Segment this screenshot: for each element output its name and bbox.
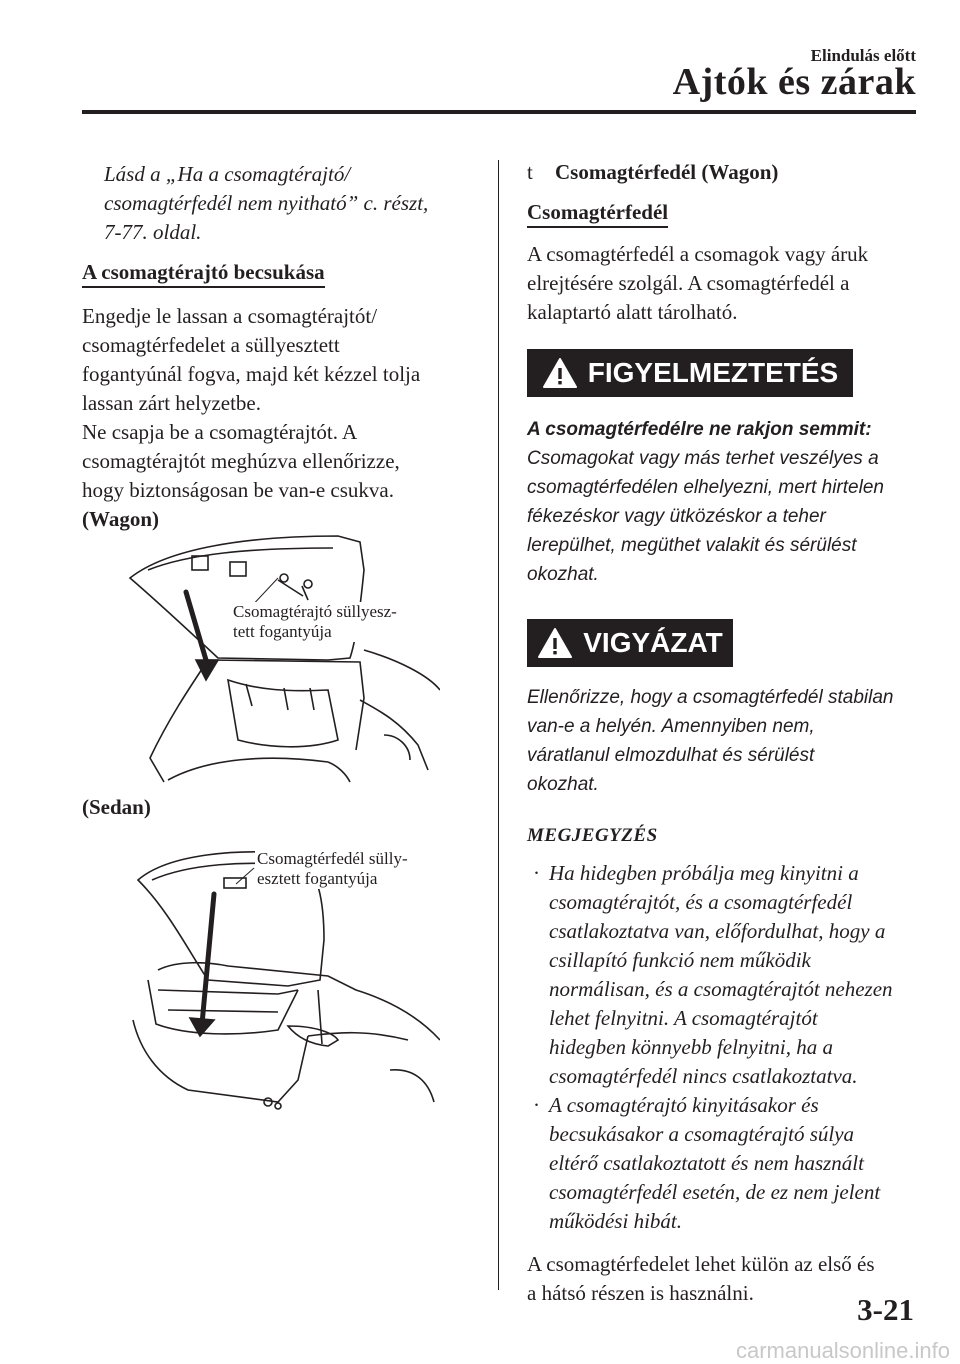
closing-paragraph: A csomagtérfedelet lehet külön az első és a hátsó részen is használni. (527, 1252, 875, 1305)
header-rule (82, 110, 916, 114)
wagon-callout: Csomagtérajtó süllyesz- tett fogantyúja (233, 602, 397, 641)
warning-triangle-icon (542, 357, 578, 389)
wagon-tailgate-illustration (128, 530, 440, 785)
sub-heading: Csomagtérfedél (527, 199, 668, 228)
header-section: Elindulás előtt (810, 46, 916, 65)
page-number: 3-21 (857, 1292, 914, 1327)
caution-banner: VIGYÁZAT (527, 619, 733, 667)
note-heading: MEGJEGYZÉS (527, 825, 658, 846)
sedan-callout: Csomagtérfedél sülly- esztett fogantyúja (257, 849, 408, 888)
watermark: carmanualsonline.info (735, 1338, 950, 1363)
closing-heading: A csomagtérajtó becsukása (82, 259, 325, 288)
warning-text: A csomagtérfedélre ne rakjon semmit: Csomagokat vagy más terhet veszélyes a csomagtérfedélen elhelyezni, mert hirtelen fékezéskor vagy ütközéskor a teher lerepülhet, megüthet valakit és sérülést okozhat. (527, 419, 884, 585)
column-divider (498, 160, 499, 1290)
right-column (527, 160, 919, 1308)
left-column (82, 160, 477, 534)
note-bullet: · (533, 861, 540, 885)
section-marker: t (527, 160, 533, 184)
closing-body: Engedje le lassan a csomagtérajtót/ csomagtérfedelet a süllyesztett fogantyúnál fogva, majd két kézzel tolja lassan zárt helyzetbe. Ne csapja be a csomagtérajtót. A csomagtérajtót meghúzva ellenőrizze, hogy biztonságosan be van-e csukva. (Wagon) (82, 302, 477, 534)
wagon-label: (Wagon) (82, 507, 160, 531)
page-title: Ajtók és zárak (672, 61, 916, 103)
intro-paragraph: A csomagtérfedél a csomagok vagy áruk elrejtésére szolgál. A csomagtérfedél a kalaptartó alatt tárolható. (527, 242, 869, 324)
sedan-label: (Sedan) (82, 795, 151, 819)
caution-triangle-icon (537, 627, 573, 659)
section-heading: t Csomagtérfedél (Wagon) (527, 160, 779, 184)
note-item: · Ha hidegben próbálja meg kinyitni a csomagtérajtót, és a csomagtérfedél csatlakoztatva van, előfordulhat, hogy a csillapító funkció nem működik normálisan, és a csomagtérajtót nehezen lehet felnyitni. A csomagtérajtót hidegben könnyebb felnyitni, ha a csomagtérfedél nincs csatlakoztatva. (533, 861, 893, 1088)
warning-banner: FIGYELMEZTETÉS (527, 349, 853, 397)
note-item: · A csomagtérajtó kinyitásakor és becsukásakor a csomagtérajtó súlya eltérő csatlakoztatott és nem használt csomagtérfedél esetén, de ez nem jelent működési hibát. (533, 1093, 881, 1233)
caution-text: Ellenőrizze, hogy a csomagtérfedél stabilan van-e a helyén. Amennyiben nem, váratlanul elmozdulhat és sérülést okozhat. (527, 687, 894, 795)
reference-note: Lásd a „Ha a csomagtérajtó/ csomagtérfedél nem nyitható” c. részt, 7-77. oldal. (104, 162, 429, 244)
note-bullet: · (533, 1093, 540, 1117)
